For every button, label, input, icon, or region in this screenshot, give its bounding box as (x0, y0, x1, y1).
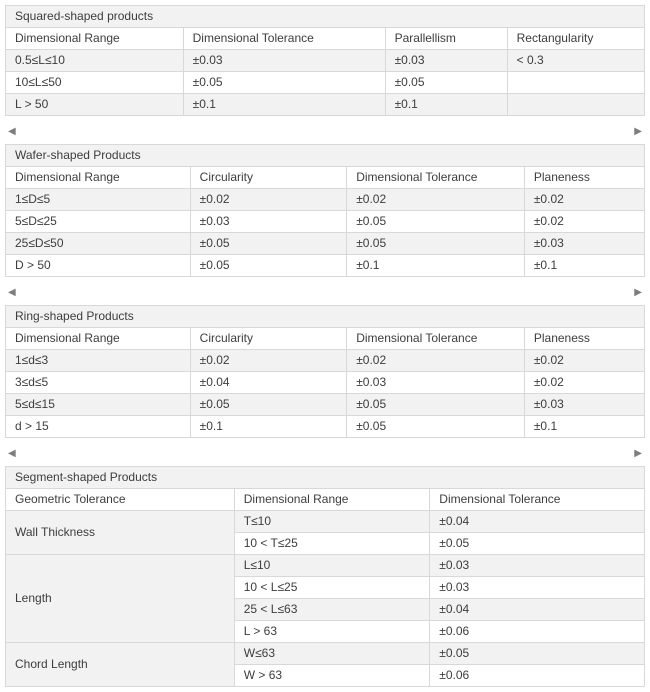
table-cell: ±0.03 (347, 372, 525, 394)
table-row (6, 416, 645, 438)
table-cell: ±0.05 (190, 233, 347, 255)
table-title: Wafer-shaped Products (6, 145, 645, 167)
table-cell: < 0.3 (507, 50, 644, 72)
segment-products-table (5, 466, 645, 687)
table-cell: ±0.1 (524, 416, 644, 438)
table-cell: 1≤d≤3 (6, 350, 191, 372)
table-cell: L > 63 (234, 621, 430, 643)
table-cell: ±0.02 (347, 350, 525, 372)
table-cell: ±0.1 (385, 94, 507, 116)
table-title: Segment-shaped Products (6, 467, 645, 489)
table-cell: ±0.02 (347, 189, 525, 211)
table-cell: 3≤d≤5 (6, 372, 191, 394)
table-cell: 5≤d≤15 (6, 394, 191, 416)
table-cell: L≤10 (234, 555, 430, 577)
table-cell: W≤63 (234, 643, 430, 665)
table-row (6, 189, 645, 211)
table-row (6, 72, 645, 94)
table-cell: ±0.04 (430, 511, 645, 533)
scroll-right-icon[interactable]: ▶ (634, 448, 642, 459)
table-title-row (6, 306, 645, 328)
table-cell: 25≤D≤50 (6, 233, 191, 255)
table-header-row (6, 328, 645, 350)
table-title-row (6, 6, 645, 28)
table-cell: ±0.05 (190, 394, 347, 416)
table-row (6, 211, 645, 233)
hscroll-controls-3 (5, 438, 645, 466)
table-section-squared-products (5, 5, 645, 116)
table-cell: ±0.06 (430, 621, 645, 643)
scroll-left-icon[interactable]: ◀ (8, 448, 16, 459)
table-cell: ±0.02 (524, 189, 644, 211)
hscroll-controls-2 (5, 277, 645, 305)
table-cell: ±0.02 (190, 189, 347, 211)
scroll-right-icon[interactable]: ▶ (634, 126, 642, 137)
table-cell: ±0.02 (524, 350, 644, 372)
table-cell: 25 < L≤63 (234, 599, 430, 621)
table-cell: ±0.1 (524, 255, 644, 277)
table-header-row (6, 167, 645, 189)
table-cell (507, 72, 644, 94)
column-header: Dimensional Tolerance (347, 328, 525, 350)
table-cell: ±0.06 (430, 665, 645, 687)
table-cell: ±0.02 (524, 372, 644, 394)
table-cell: ±0.05 (347, 416, 525, 438)
column-header: Dimensional Tolerance (347, 167, 525, 189)
table-cell: ±0.03 (183, 50, 385, 72)
table-row (6, 350, 645, 372)
table-header-row (6, 28, 645, 50)
table-row (6, 372, 645, 394)
table-row (6, 255, 645, 277)
table-row (6, 394, 645, 416)
column-header: Parallellism (385, 28, 507, 50)
column-header: Geometric Tolerance (6, 489, 235, 511)
table-cell: ±0.03 (524, 394, 644, 416)
column-header: Planeness (524, 167, 644, 189)
table-cell: ±0.05 (347, 394, 525, 416)
table-title: Squared-shaped products (6, 6, 645, 28)
squared-products-table (5, 5, 645, 116)
table-cell: ±0.04 (190, 372, 347, 394)
column-header: Dimensional Range (6, 167, 191, 189)
table-cell: d > 15 (6, 416, 191, 438)
table-cell: W > 63 (234, 665, 430, 687)
hscroll-controls-1 (5, 116, 645, 144)
table-cell: ±0.05 (430, 533, 645, 555)
column-header: Dimensional Range (6, 328, 191, 350)
wafer-products-table (5, 144, 645, 277)
column-header: Dimensional Tolerance (183, 28, 385, 50)
table-row (6, 50, 645, 72)
table-cell: 10 < L≤25 (234, 577, 430, 599)
table-row (6, 643, 645, 665)
table-cell: ±0.03 (190, 211, 347, 233)
table-cell: ±0.05 (347, 211, 525, 233)
table-cell: D > 50 (6, 255, 191, 277)
table-cell: T≤10 (234, 511, 430, 533)
column-header: Dimensional Range (234, 489, 430, 511)
column-header: Circularity (190, 328, 347, 350)
ring-products-table (5, 305, 645, 438)
table-row (6, 233, 645, 255)
table-cell: 1≤D≤5 (6, 189, 191, 211)
scroll-right-icon[interactable]: ▶ (634, 287, 642, 298)
table-cell (507, 94, 644, 116)
scroll-left-icon[interactable]: ◀ (8, 126, 16, 137)
table-cell: ±0.03 (430, 555, 645, 577)
column-header: Planeness (524, 328, 644, 350)
row-group-label: Chord Length (6, 643, 235, 687)
row-group-label: Length (6, 555, 235, 643)
column-header: Dimensional Tolerance (430, 489, 645, 511)
table-cell: 5≤D≤25 (6, 211, 191, 233)
table-cell: ±0.05 (347, 233, 525, 255)
table-cell: ±0.03 (385, 50, 507, 72)
column-header: Rectangularity (507, 28, 644, 50)
table-cell: ±0.03 (524, 233, 644, 255)
table-cell: ±0.02 (524, 211, 644, 233)
column-header: Circularity (190, 167, 347, 189)
table-cell: ±0.03 (430, 577, 645, 599)
table-row (6, 555, 645, 577)
table-title-row (6, 145, 645, 167)
table-row (6, 94, 645, 116)
table-cell: L > 50 (6, 94, 184, 116)
row-group-label: Wall Thickness (6, 511, 235, 555)
table-section-segment-products (5, 466, 645, 687)
table-title-row (6, 467, 645, 489)
table-section-ring-products (5, 305, 645, 438)
table-cell: 0.5≤L≤10 (6, 50, 184, 72)
table-cell: ±0.05 (190, 255, 347, 277)
table-cell: 10≤L≤50 (6, 72, 184, 94)
scroll-left-icon[interactable]: ◀ (8, 287, 16, 298)
table-cell: 10 < T≤25 (234, 533, 430, 555)
table-cell: ±0.04 (430, 599, 645, 621)
table-cell: ±0.1 (190, 416, 347, 438)
table-cell: ±0.05 (385, 72, 507, 94)
table-row (6, 511, 645, 533)
table-cell: ±0.02 (190, 350, 347, 372)
table-cell: ±0.05 (430, 643, 645, 665)
table-section-wafer-products (5, 144, 645, 277)
table-header-row (6, 489, 645, 511)
table-title: Ring-shaped Products (6, 306, 645, 328)
column-header: Dimensional Range (6, 28, 184, 50)
table-cell: ±0.1 (183, 94, 385, 116)
table-cell: ±0.1 (347, 255, 525, 277)
table-cell: ±0.05 (183, 72, 385, 94)
